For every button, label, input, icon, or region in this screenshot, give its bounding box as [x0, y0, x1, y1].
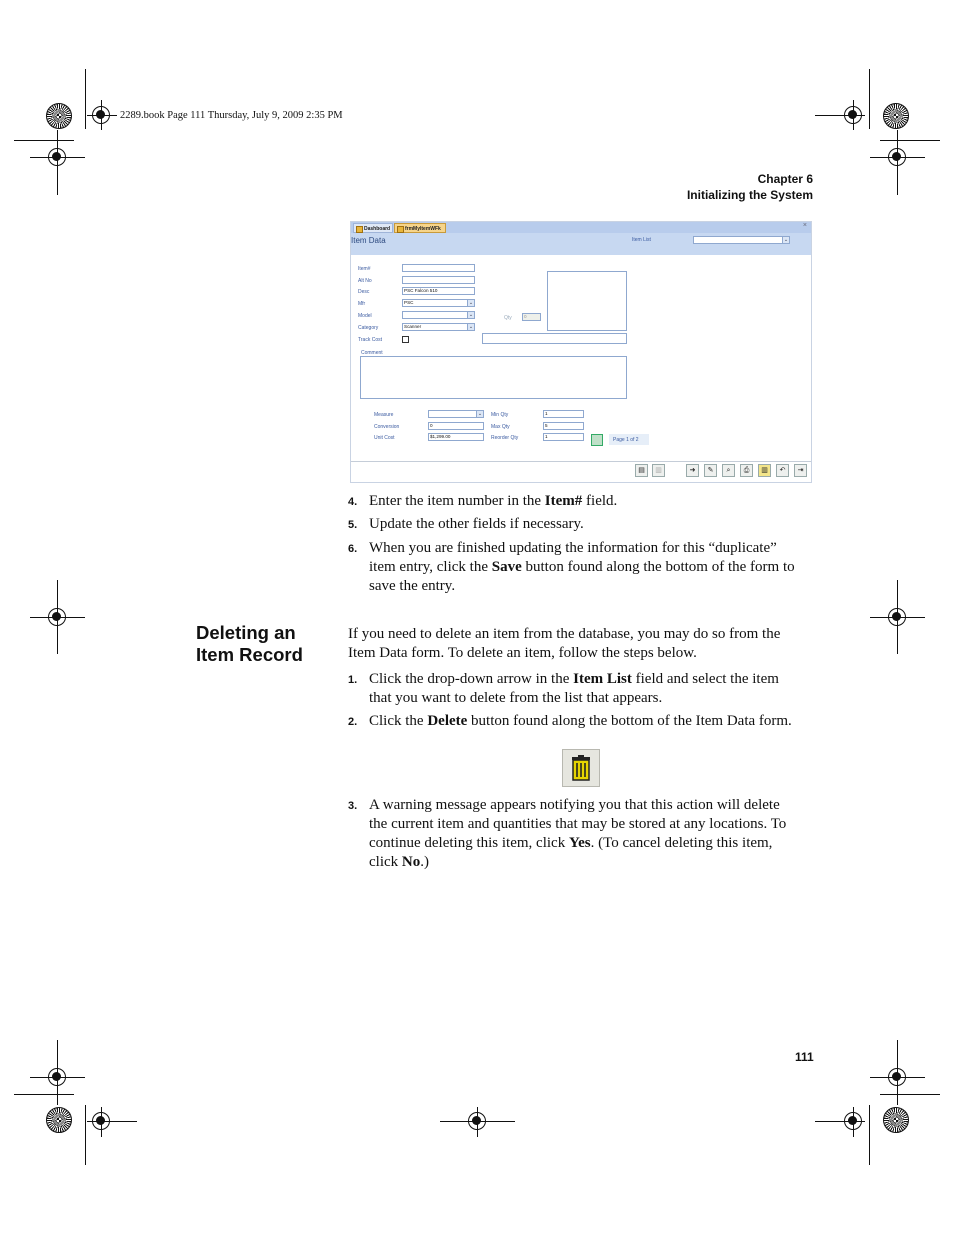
trash-can-icon — [563, 750, 599, 786]
item-no-field[interactable] — [402, 264, 475, 272]
undo-icon[interactable]: ↶ — [776, 464, 789, 477]
step-text: Update the other fields if necessary. — [369, 516, 584, 532]
form-icon — [356, 226, 363, 233]
reorder-qty-field[interactable]: 1 — [543, 433, 584, 441]
mfr-label: Mfr — [358, 301, 366, 307]
max-qty-label: Max Qty — [491, 424, 510, 430]
track-cost-label: Track Cost — [358, 337, 382, 343]
registration-target-icon — [48, 1068, 66, 1086]
mfr-dropdown[interactable]: PSC ⌄ — [404, 300, 474, 306]
registration-sunburst-icon — [46, 103, 72, 129]
step-number: 3. — [348, 800, 358, 812]
edit-icon[interactable]: ✎ — [704, 464, 717, 477]
comment-label: Comment — [361, 350, 383, 356]
category-dropdown[interactable]: Scanner ⌄ — [404, 324, 474, 330]
section-heading: Deleting an Item Record — [196, 622, 303, 665]
step-number: 4. — [348, 496, 358, 508]
registration-sunburst-icon — [883, 1107, 909, 1133]
new-record-icon[interactable]: ▤ — [635, 464, 648, 477]
registration-target-icon — [468, 1112, 486, 1130]
model-dropdown[interactable] — [402, 311, 475, 319]
registration-target-icon — [844, 1112, 862, 1130]
page-number: 111 — [795, 1050, 814, 1064]
delete-trash-icon[interactable]: ▥ — [758, 464, 771, 477]
chevron-down-icon[interactable]: ⌄ — [468, 324, 474, 330]
unit-cost-field[interactable]: $1,299.00 — [428, 433, 484, 441]
step-number: 2. — [348, 716, 358, 728]
registration-target-icon — [888, 1068, 906, 1086]
delete-button — [562, 749, 600, 787]
comment-field[interactable] — [360, 356, 627, 399]
book-info-header: 2289.book Page 111 Thursday, July 9, 2009 2:35 PM — [120, 110, 343, 121]
form-icon — [397, 226, 404, 233]
model-label: Model — [358, 313, 372, 319]
step-text: When you are finished updating the information for this “duplicate” item entry, click the Save button found along the bottom of the form to save the entry. — [369, 540, 795, 594]
registration-target-icon — [92, 1112, 110, 1130]
form-title: Item Data — [351, 236, 386, 245]
divider — [351, 461, 811, 462]
track-cost-checkbox[interactable] — [402, 336, 409, 343]
reorder-qty-label: Reorder Qty — [491, 435, 519, 441]
copy-record-icon[interactable]: ▥ — [652, 464, 665, 477]
max-qty-field[interactable]: 5 — [543, 422, 584, 430]
registration-sunburst-icon — [46, 1107, 72, 1133]
min-qty-label: Min Qty — [491, 412, 509, 418]
unit-cost-label: Unit Cost — [374, 435, 395, 441]
conversion-field[interactable]: 0 — [428, 422, 484, 430]
chevron-down-icon[interactable]: ⌄ — [477, 411, 483, 417]
section-intro: If you need to delete an item from the database, you may do so from the Item Data form. To delete an item, follow the steps below. — [348, 626, 781, 661]
qty-field: 0 — [522, 313, 541, 321]
item-no-label: Item# — [358, 266, 371, 272]
chevron-down-icon[interactable]: ⌄ — [468, 312, 474, 318]
registration-sunburst-icon — [883, 103, 909, 129]
registration-target-icon — [48, 608, 66, 626]
item-list-dropdown[interactable] — [693, 236, 790, 244]
chevron-down-icon[interactable]: ⌄ — [783, 237, 789, 243]
text-field[interactable] — [482, 333, 627, 344]
tab-label: Dashboard — [364, 226, 391, 232]
measure-label: Measure — [374, 412, 394, 418]
next-arrow-icon[interactable]: ➜ — [686, 464, 699, 477]
image-frame — [547, 271, 627, 331]
step-text: A warning message appears notifying you that this action will delete the current item and quantities that may be stored at any locations. To continue deleting this item, click Yes. (To cancel deleting this item, click No.) — [369, 797, 787, 870]
item-list-label: Item List — [632, 237, 651, 243]
alt-no-label: Alt No — [358, 278, 372, 284]
desc-label: Desc — [358, 289, 370, 295]
page-indicator: Page 1 of 2 — [613, 437, 639, 443]
alt-no-field[interactable] — [402, 276, 475, 284]
registration-target-icon — [48, 148, 66, 166]
step-number: 6. — [348, 543, 358, 555]
desc-field[interactable]: PSC Falcon 510 — [402, 287, 475, 295]
step-text: Click the Delete button found along the bottom of the Item Data form. — [369, 713, 792, 729]
step-text: Click the drop-down arrow in the Item List field and select the item that you want to delete from the list that appears. — [369, 671, 779, 706]
chapter-heading — [687, 171, 813, 203]
exit-icon[interactable]: ⇥ — [794, 464, 807, 477]
chapter-number: Chapter 6 — [757, 172, 813, 186]
step-text: Enter the item number in the Item# field. — [369, 493, 618, 509]
category-label: Category — [358, 325, 379, 331]
close-icon[interactable]: × — [802, 222, 807, 229]
calculator-icon[interactable] — [591, 434, 603, 446]
tab-dashboard[interactable] — [353, 223, 393, 233]
registration-target-icon — [844, 106, 862, 124]
step-number: 1. — [348, 674, 358, 686]
tab-bar — [351, 222, 811, 233]
measure-dropdown[interactable] — [428, 410, 484, 418]
chapter-title: Initializing the System — [686, 188, 813, 202]
qty-label: Qty — [504, 315, 512, 321]
registration-target-icon — [888, 148, 906, 166]
registration-target-icon — [888, 608, 906, 626]
tab-item-form[interactable] — [394, 223, 446, 233]
print-icon[interactable]: ⎙ — [740, 464, 753, 477]
item-data-form-screenshot — [350, 221, 812, 483]
step-number: 5. — [348, 519, 358, 531]
conversion-label: Conversion — [374, 424, 400, 430]
registration-target-icon — [92, 106, 110, 124]
min-qty-field[interactable]: 1 — [543, 410, 584, 418]
find-icon[interactable]: ⌕ — [722, 464, 735, 477]
tab-label: frmMyItemWFk — [405, 226, 441, 232]
chevron-down-icon[interactable]: ⌄ — [468, 300, 474, 306]
